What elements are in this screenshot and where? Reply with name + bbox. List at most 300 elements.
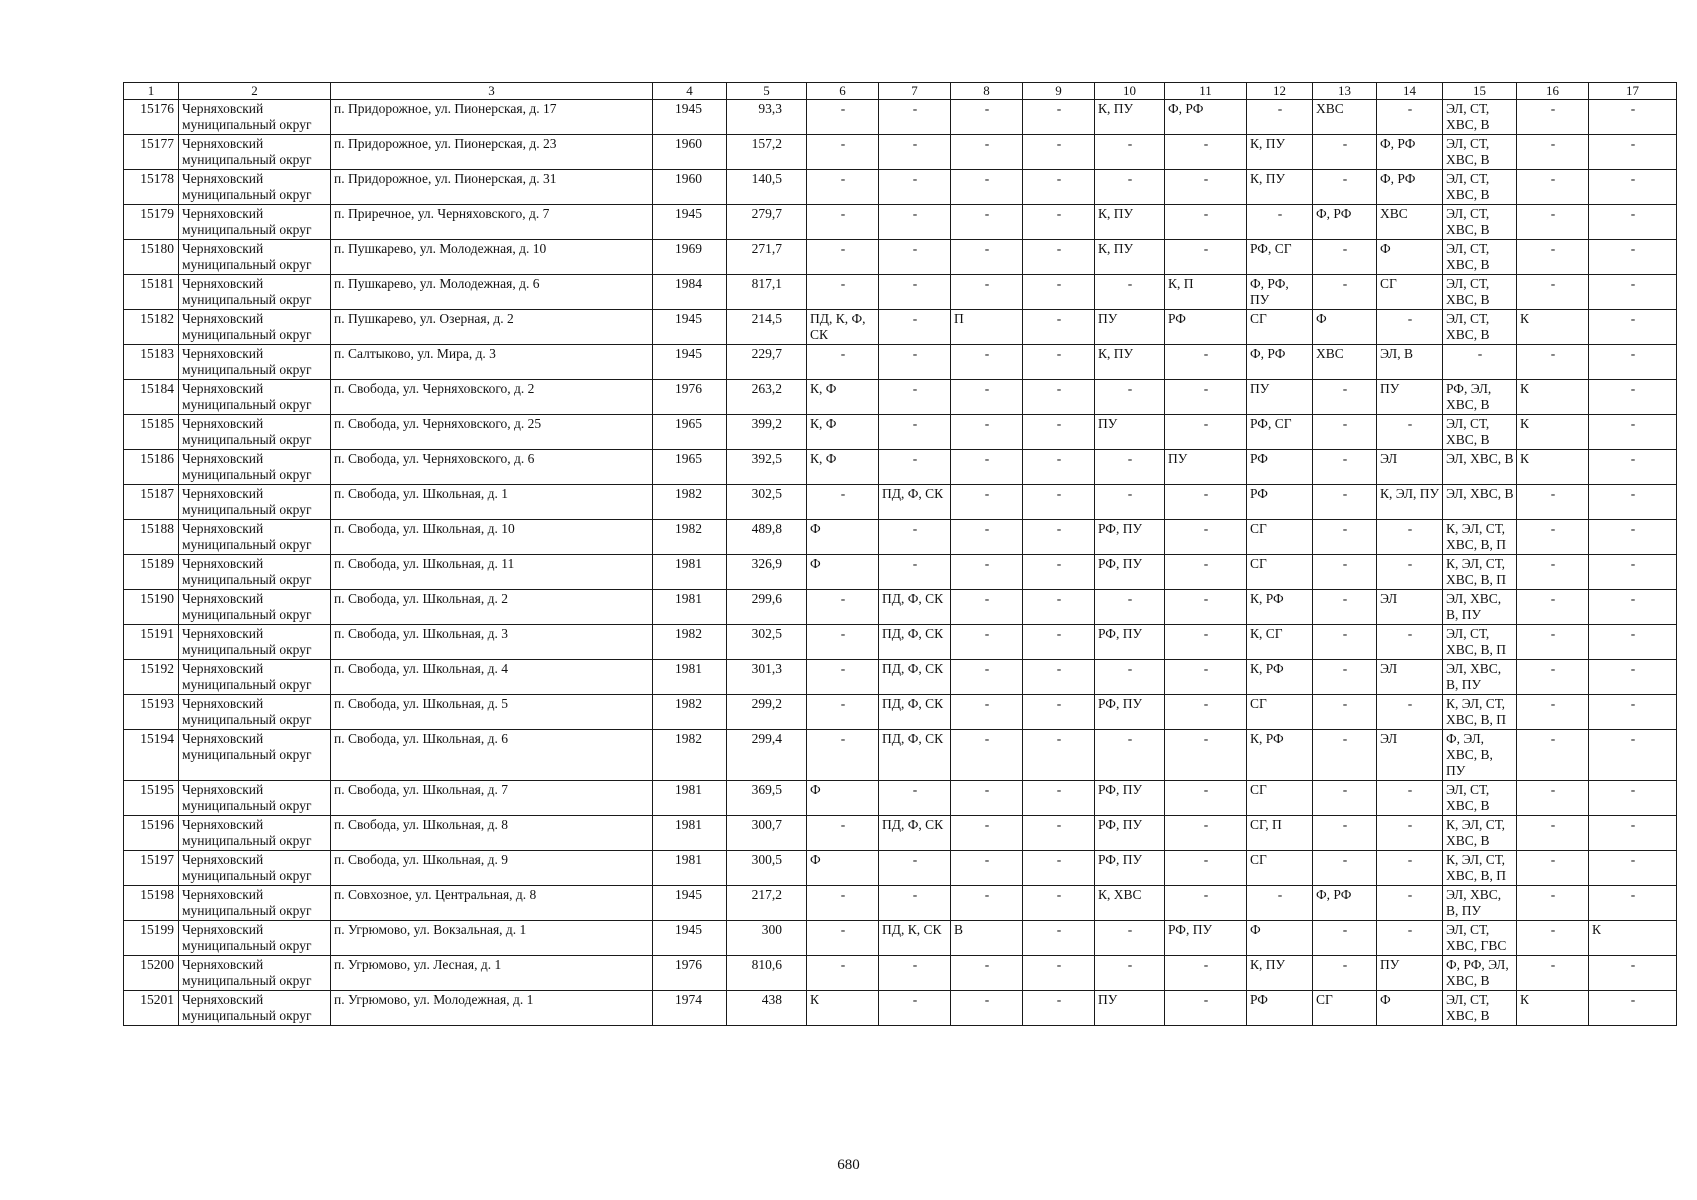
col17-cell: - — [1589, 886, 1677, 921]
col17-cell: - — [1589, 240, 1677, 275]
col12-cell: Ф — [1247, 921, 1313, 956]
district-cell: Черняховский муниципальный округ — [179, 781, 331, 816]
col12-cell: - — [1247, 205, 1313, 240]
year-cell: 1982 — [653, 695, 727, 730]
col11-cell: - — [1165, 660, 1247, 695]
area-cell: 271,7 — [727, 240, 807, 275]
col7-cell: - — [879, 956, 951, 991]
col8-cell: - — [951, 240, 1023, 275]
column-number-5: 5 — [727, 83, 807, 100]
address-cell: п. Угрюмово, ул. Молодежная, д. 1 — [331, 991, 653, 1026]
year-cell: 1981 — [653, 781, 727, 816]
col9-cell: - — [1023, 781, 1095, 816]
district-cell: Черняховский муниципальный округ — [179, 240, 331, 275]
table-row — [124, 310, 1677, 345]
year-cell: 1984 — [653, 275, 727, 310]
col11-cell: - — [1165, 816, 1247, 851]
col14-cell: ПУ — [1377, 956, 1443, 991]
col6-cell: - — [807, 170, 879, 205]
area-cell: 302,5 — [727, 485, 807, 520]
col8-cell: - — [951, 450, 1023, 485]
col15-cell: ЭЛ, СТ, ХВС, В — [1443, 275, 1517, 310]
row-id: 15181 — [124, 275, 179, 310]
district-cell: Черняховский муниципальный округ — [179, 730, 331, 781]
col6-cell: К — [807, 991, 879, 1026]
col6-cell: - — [807, 660, 879, 695]
col17-cell: - — [1589, 345, 1677, 380]
table-row — [124, 730, 1677, 781]
year-cell: 1965 — [653, 415, 727, 450]
col17-cell: - — [1589, 851, 1677, 886]
col17-cell: - — [1589, 205, 1677, 240]
col14-cell: - — [1377, 310, 1443, 345]
col16-cell: К — [1517, 415, 1589, 450]
col14-cell: Ф — [1377, 240, 1443, 275]
col8-cell: - — [951, 135, 1023, 170]
col6-cell: К, Ф — [807, 380, 879, 415]
row-id: 15188 — [124, 520, 179, 555]
col13-cell: - — [1313, 275, 1377, 310]
row-id: 15178 — [124, 170, 179, 205]
column-number-12: 12 — [1247, 83, 1313, 100]
col16-cell: - — [1517, 956, 1589, 991]
row-id: 15201 — [124, 991, 179, 1026]
col17-cell: - — [1589, 415, 1677, 450]
col9-cell: - — [1023, 625, 1095, 660]
col6-cell: - — [807, 135, 879, 170]
district-cell: Черняховский муниципальный округ — [179, 415, 331, 450]
col8-cell: В — [951, 921, 1023, 956]
col8-cell: - — [951, 520, 1023, 555]
col12-cell: РФ — [1247, 485, 1313, 520]
col16-cell: - — [1517, 851, 1589, 886]
col13-cell: - — [1313, 781, 1377, 816]
row-id: 15179 — [124, 205, 179, 240]
col17-cell: - — [1589, 380, 1677, 415]
col9-cell: - — [1023, 415, 1095, 450]
col11-cell: - — [1165, 590, 1247, 625]
col9-cell: - — [1023, 275, 1095, 310]
col11-cell: - — [1165, 205, 1247, 240]
col9-cell: - — [1023, 816, 1095, 851]
col15-cell: Ф, РФ, ЭЛ, ХВС, В — [1443, 956, 1517, 991]
table-row — [124, 240, 1677, 275]
table-row — [124, 921, 1677, 956]
area-cell: 301,3 — [727, 660, 807, 695]
col11-cell: РФ, ПУ — [1165, 921, 1247, 956]
col14-cell: - — [1377, 851, 1443, 886]
row-id: 15182 — [124, 310, 179, 345]
col11-cell: - — [1165, 555, 1247, 590]
col11-cell: ПУ — [1165, 450, 1247, 485]
column-number-14: 14 — [1377, 83, 1443, 100]
col9-cell: - — [1023, 135, 1095, 170]
year-cell: 1976 — [653, 380, 727, 415]
table-row — [124, 450, 1677, 485]
col16-cell: - — [1517, 660, 1589, 695]
col15-cell: К, ЭЛ, СТ, ХВС, В, П — [1443, 520, 1517, 555]
year-cell: 1945 — [653, 310, 727, 345]
col13-cell: - — [1313, 485, 1377, 520]
address-cell: п. Свобода, ул. Школьная, д. 8 — [331, 816, 653, 851]
col13-cell: - — [1313, 240, 1377, 275]
column-number-4: 4 — [653, 83, 727, 100]
col13-cell: - — [1313, 520, 1377, 555]
col11-cell: К, П — [1165, 275, 1247, 310]
row-id: 15194 — [124, 730, 179, 781]
col9-cell: - — [1023, 450, 1095, 485]
col7-cell: ПД, Ф, СК — [879, 485, 951, 520]
col14-cell: Ф, РФ — [1377, 170, 1443, 205]
col14-cell: - — [1377, 100, 1443, 135]
col6-cell: - — [807, 590, 879, 625]
col13-cell: - — [1313, 921, 1377, 956]
area-cell: 93,3 — [727, 100, 807, 135]
col12-cell: - — [1247, 886, 1313, 921]
col16-cell: - — [1517, 886, 1589, 921]
table-row — [124, 886, 1677, 921]
col8-cell: - — [951, 555, 1023, 590]
col6-cell: - — [807, 921, 879, 956]
year-cell: 1965 — [653, 450, 727, 485]
area-cell: 299,2 — [727, 695, 807, 730]
address-cell: п. Свобода, ул. Школьная, д. 3 — [331, 625, 653, 660]
col12-cell: РФ — [1247, 450, 1313, 485]
year-cell: 1945 — [653, 345, 727, 380]
col9-cell: - — [1023, 345, 1095, 380]
district-cell: Черняховский муниципальный округ — [179, 956, 331, 991]
col9-cell: - — [1023, 485, 1095, 520]
col15-cell: РФ, ЭЛ, ХВС, В — [1443, 380, 1517, 415]
col8-cell: - — [951, 275, 1023, 310]
col11-cell: - — [1165, 520, 1247, 555]
col13-cell: - — [1313, 590, 1377, 625]
col12-cell: РФ, СГ — [1247, 415, 1313, 450]
table-row — [124, 275, 1677, 310]
col7-cell: ПД, Ф, СК — [879, 625, 951, 660]
col9-cell: - — [1023, 240, 1095, 275]
col8-cell: - — [951, 170, 1023, 205]
address-cell: п. Угрюмово, ул. Вокзальная, д. 1 — [331, 921, 653, 956]
table-row — [124, 851, 1677, 886]
col13-cell: СГ — [1313, 991, 1377, 1026]
col14-cell: - — [1377, 625, 1443, 660]
table-row — [124, 520, 1677, 555]
area-cell: 810,6 — [727, 956, 807, 991]
col6-cell: - — [807, 485, 879, 520]
table-row — [124, 135, 1677, 170]
col7-cell: - — [879, 345, 951, 380]
area-cell: 399,2 — [727, 415, 807, 450]
col10-cell: К, ХВС — [1095, 886, 1165, 921]
col14-cell: ПУ — [1377, 380, 1443, 415]
col10-cell: К, ПУ — [1095, 240, 1165, 275]
address-cell: п. Свобода, ул. Школьная, д. 6 — [331, 730, 653, 781]
col10-cell: РФ, ПУ — [1095, 555, 1165, 590]
col13-cell: Ф, РФ — [1313, 205, 1377, 240]
column-number-15: 15 — [1443, 83, 1517, 100]
col13-cell: - — [1313, 625, 1377, 660]
row-id: 15191 — [124, 625, 179, 660]
col12-cell: К, ПУ — [1247, 170, 1313, 205]
col6-cell: - — [807, 956, 879, 991]
col10-cell: РФ, ПУ — [1095, 851, 1165, 886]
col17-cell: - — [1589, 450, 1677, 485]
area-cell: 489,8 — [727, 520, 807, 555]
col13-cell: - — [1313, 135, 1377, 170]
area-cell: 229,7 — [727, 345, 807, 380]
col8-cell: - — [951, 380, 1023, 415]
column-number-8: 8 — [951, 83, 1023, 100]
area-cell: 300 — [727, 921, 807, 956]
col9-cell: - — [1023, 205, 1095, 240]
col7-cell: - — [879, 991, 951, 1026]
area-cell: 299,4 — [727, 730, 807, 781]
district-cell: Черняховский муниципальный округ — [179, 555, 331, 590]
col7-cell: - — [879, 415, 951, 450]
column-number-10: 10 — [1095, 83, 1165, 100]
col17-cell: К — [1589, 921, 1677, 956]
col7-cell: - — [879, 310, 951, 345]
col7-cell: - — [879, 135, 951, 170]
col10-cell: РФ, ПУ — [1095, 520, 1165, 555]
column-number-7: 7 — [879, 83, 951, 100]
col16-cell: - — [1517, 240, 1589, 275]
col15-cell: ЭЛ, СТ, ХВС, В, П — [1443, 625, 1517, 660]
col9-cell: - — [1023, 170, 1095, 205]
col13-cell: - — [1313, 816, 1377, 851]
year-cell: 1960 — [653, 170, 727, 205]
col15-cell: К, ЭЛ, СТ, ХВС, В, П — [1443, 851, 1517, 886]
col16-cell: К — [1517, 380, 1589, 415]
column-number-11: 11 — [1165, 83, 1247, 100]
col6-cell: Ф — [807, 555, 879, 590]
col11-cell: РФ — [1165, 310, 1247, 345]
year-cell: 1982 — [653, 485, 727, 520]
column-number-1: 1 — [124, 83, 179, 100]
table-row — [124, 956, 1677, 991]
page-number: 680 — [837, 1157, 860, 1173]
col9-cell: - — [1023, 851, 1095, 886]
row-id: 15190 — [124, 590, 179, 625]
col14-cell: - — [1377, 520, 1443, 555]
column-number-16: 16 — [1517, 83, 1589, 100]
district-cell: Черняховский муниципальный округ — [179, 170, 331, 205]
col7-cell: - — [879, 275, 951, 310]
col11-cell: - — [1165, 956, 1247, 991]
year-cell: 1982 — [653, 625, 727, 660]
col7-cell: - — [879, 886, 951, 921]
col8-cell: - — [951, 590, 1023, 625]
address-cell: п. Свобода, ул. Черняховского, д. 6 — [331, 450, 653, 485]
row-id: 15195 — [124, 781, 179, 816]
column-number-3: 3 — [331, 83, 653, 100]
col7-cell: - — [879, 100, 951, 135]
col16-cell: - — [1517, 625, 1589, 660]
col12-cell: СГ — [1247, 310, 1313, 345]
row-id: 15185 — [124, 415, 179, 450]
col15-cell: ЭЛ, СТ, ХВС, ГВС — [1443, 921, 1517, 956]
col16-cell: К — [1517, 310, 1589, 345]
col12-cell: СГ — [1247, 555, 1313, 590]
col17-cell: - — [1589, 660, 1677, 695]
col11-cell: - — [1165, 170, 1247, 205]
col7-cell: ПД, К, СК — [879, 921, 951, 956]
col14-cell: К, ЭЛ, ПУ — [1377, 485, 1443, 520]
col15-cell: Ф, ЭЛ, ХВС, В, ПУ — [1443, 730, 1517, 781]
col9-cell: - — [1023, 730, 1095, 781]
col14-cell: ЭЛ — [1377, 450, 1443, 485]
col16-cell: - — [1517, 275, 1589, 310]
col6-cell: Ф — [807, 781, 879, 816]
col6-cell: - — [807, 816, 879, 851]
row-id: 15177 — [124, 135, 179, 170]
area-cell: 214,5 — [727, 310, 807, 345]
col6-cell: К, Ф — [807, 450, 879, 485]
col9-cell: - — [1023, 380, 1095, 415]
area-cell: 369,5 — [727, 781, 807, 816]
district-cell: Черняховский муниципальный округ — [179, 135, 331, 170]
col6-cell: - — [807, 625, 879, 660]
col16-cell: - — [1517, 520, 1589, 555]
col13-cell: - — [1313, 660, 1377, 695]
col13-cell: - — [1313, 956, 1377, 991]
col15-cell: К, ЭЛ, СТ, ХВС, В, П — [1443, 555, 1517, 590]
col11-cell: - — [1165, 851, 1247, 886]
district-cell: Черняховский муниципальный округ — [179, 380, 331, 415]
table-row — [124, 380, 1677, 415]
col12-cell: К, РФ — [1247, 660, 1313, 695]
col14-cell: - — [1377, 555, 1443, 590]
col7-cell: ПД, Ф, СК — [879, 590, 951, 625]
col6-cell: - — [807, 275, 879, 310]
col9-cell: - — [1023, 991, 1095, 1026]
col14-cell: Ф, РФ — [1377, 135, 1443, 170]
address-cell: п. Свобода, ул. Школьная, д. 4 — [331, 660, 653, 695]
col8-cell: П — [951, 310, 1023, 345]
col16-cell: - — [1517, 730, 1589, 781]
col14-cell: - — [1377, 415, 1443, 450]
col7-cell: - — [879, 781, 951, 816]
district-cell: Черняховский муниципальный округ — [179, 660, 331, 695]
col9-cell: - — [1023, 886, 1095, 921]
row-id: 15183 — [124, 345, 179, 380]
table-row — [124, 695, 1677, 730]
col16-cell: - — [1517, 555, 1589, 590]
col12-cell: К, ПУ — [1247, 956, 1313, 991]
col17-cell: - — [1589, 275, 1677, 310]
col15-cell: ЭЛ, СТ, ХВС, В — [1443, 205, 1517, 240]
col10-cell: - — [1095, 275, 1165, 310]
col17-cell: - — [1589, 310, 1677, 345]
address-cell: п. Угрюмово, ул. Лесная, д. 1 — [331, 956, 653, 991]
address-cell: п. Свобода, ул. Школьная, д. 7 — [331, 781, 653, 816]
area-cell: 263,2 — [727, 380, 807, 415]
row-id: 15184 — [124, 380, 179, 415]
col15-cell: - — [1443, 345, 1517, 380]
col16-cell: - — [1517, 205, 1589, 240]
col8-cell: - — [951, 660, 1023, 695]
address-cell: п. Пушкарево, ул. Озерная, д. 2 — [331, 310, 653, 345]
col7-cell: - — [879, 240, 951, 275]
col6-cell: - — [807, 240, 879, 275]
year-cell: 1981 — [653, 590, 727, 625]
year-cell: 1982 — [653, 520, 727, 555]
table-row — [124, 205, 1677, 240]
col10-cell: РФ, ПУ — [1095, 625, 1165, 660]
column-number-2: 2 — [179, 83, 331, 100]
col7-cell: - — [879, 380, 951, 415]
col8-cell: - — [951, 781, 1023, 816]
col17-cell: - — [1589, 625, 1677, 660]
col12-cell: РФ, СГ — [1247, 240, 1313, 275]
col16-cell: - — [1517, 135, 1589, 170]
col12-cell: К, СГ — [1247, 625, 1313, 660]
col8-cell: - — [951, 730, 1023, 781]
address-cell: п. Приречное, ул. Черняховского, д. 7 — [331, 205, 653, 240]
table-row — [124, 100, 1677, 135]
col17-cell: - — [1589, 956, 1677, 991]
col9-cell: - — [1023, 555, 1095, 590]
address-cell: п. Пушкарево, ул. Молодежная, д. 6 — [331, 275, 653, 310]
col17-cell: - — [1589, 135, 1677, 170]
address-cell: п. Свобода, ул. Школьная, д. 9 — [331, 851, 653, 886]
col9-cell: - — [1023, 520, 1095, 555]
col11-cell: - — [1165, 695, 1247, 730]
table-row — [124, 781, 1677, 816]
col8-cell: - — [951, 625, 1023, 660]
col6-cell: Ф — [807, 851, 879, 886]
col15-cell: ЭЛ, ХВС, В, ПУ — [1443, 590, 1517, 625]
col6-cell: - — [807, 695, 879, 730]
col10-cell: К, ПУ — [1095, 205, 1165, 240]
district-cell: Черняховский муниципальный округ — [179, 100, 331, 135]
col16-cell: - — [1517, 921, 1589, 956]
area-cell: 392,5 — [727, 450, 807, 485]
col14-cell: ЭЛ — [1377, 590, 1443, 625]
col13-cell: - — [1313, 170, 1377, 205]
col15-cell: ЭЛ, СТ, ХВС, В — [1443, 781, 1517, 816]
area-cell: 279,7 — [727, 205, 807, 240]
col15-cell: ЭЛ, СТ, ХВС, В — [1443, 135, 1517, 170]
col12-cell: К, ПУ — [1247, 135, 1313, 170]
year-cell: 1974 — [653, 991, 727, 1026]
col10-cell: ПУ — [1095, 310, 1165, 345]
col7-cell: - — [879, 851, 951, 886]
address-cell: п. Свобода, ул. Школьная, д. 1 — [331, 485, 653, 520]
col15-cell: ЭЛ, ХВС, В, ПУ — [1443, 886, 1517, 921]
col15-cell: ЭЛ, СТ, ХВС, В — [1443, 170, 1517, 205]
year-cell: 1945 — [653, 886, 727, 921]
col9-cell: - — [1023, 921, 1095, 956]
row-id: 15186 — [124, 450, 179, 485]
col12-cell: СГ, П — [1247, 816, 1313, 851]
year-cell: 1981 — [653, 816, 727, 851]
district-cell: Черняховский муниципальный округ — [179, 816, 331, 851]
table-row — [124, 170, 1677, 205]
col7-cell: - — [879, 450, 951, 485]
row-id: 15200 — [124, 956, 179, 991]
column-number-row — [124, 83, 1677, 100]
col16-cell: - — [1517, 816, 1589, 851]
address-cell: п. Свобода, ул. Школьная, д. 5 — [331, 695, 653, 730]
table-row — [124, 345, 1677, 380]
col11-cell: - — [1165, 135, 1247, 170]
district-cell: Черняховский муниципальный округ — [179, 450, 331, 485]
col8-cell: - — [951, 695, 1023, 730]
col14-cell: - — [1377, 921, 1443, 956]
col15-cell: ЭЛ, ХВС, В — [1443, 450, 1517, 485]
